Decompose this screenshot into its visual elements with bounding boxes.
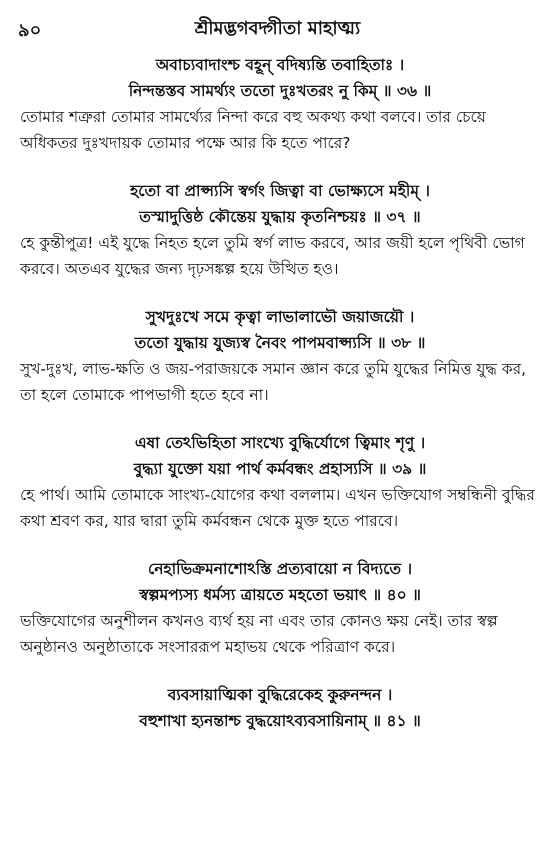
running-title: শ্রীমদ্ভগবদ্গীতা মাহাত্ম্য bbox=[194, 18, 361, 39]
verse-block bbox=[20, 52, 540, 156]
bengali-translation: হে কুন্তীপুত্র! এই যুদ্ধে নিহত হলে তুমি স্বর্গ লাভ করবে, আর জয়ী হলে পৃথিবী ভোগ করবে। অতএব যুদ্ধের জন্য দৃঢ়সঙ্কল্প হয়ে উত্থিত হও। bbox=[20, 234, 525, 278]
sanskrit-verse-line: ততো যুদ্ধায় যুজ্যস্ব নৈবং পাপমবাপ্স্যসি ॥ ৩৮ ॥ bbox=[134, 334, 426, 352]
sanskrit-verse-line: স্বল্পমপ্যস্য ধর্মস্য ত্রায়তে মহতো ভয়াৎ ॥ ৪০ ॥ bbox=[139, 586, 421, 604]
page-header bbox=[0, 12, 555, 42]
verse-block bbox=[20, 178, 540, 282]
bengali-translation: হে পার্থ। আমি তোমাকে সাংখ্য-যোগের কথা বললাম। এখন ভক্তিযোগ সম্বন্ধিনী বুদ্ধির কথা শ্রবণ কর, যার দ্বারা তুমি কর্মবন্ধন থেকে মুক্ত হতে পারবে। bbox=[20, 486, 535, 530]
sanskrit-verse-line: সুখদুঃখে সমে কৃত্বা লাভালাভৌ জয়াজয়ৌ । bbox=[145, 308, 415, 326]
verse-block bbox=[20, 682, 540, 734]
sanskrit-verse-line: বহুশাখা হ্যনন্তাশ্চ বুদ্ধয়োঽব্যবসায়িনাম্ ॥ ৪১ ॥ bbox=[139, 712, 421, 730]
page-body bbox=[20, 52, 540, 756]
sanskrit-verse-line: এষা তেঽভিহিতা সাংখ্যে বুদ্ধির্যোগে ত্বিমাং শৃণু । bbox=[134, 434, 426, 452]
sanskrit-verse-line: নেহাভিক্রমনাশোঽস্তি প্রত্যবায়ো ন বিদ্যতে । bbox=[148, 560, 412, 578]
page-number: ৯০ bbox=[18, 20, 42, 41]
sanskrit-verse-line: অবাচ্যবাদাংশ্চ বহূন্ বদিষ্যন্তি তবাহিতাঃ । bbox=[155, 56, 405, 74]
sanskrit-verse-line: হতো বা প্রাপ্স্যসি স্বর্গং জিত্বা বা ভোক্ষ্যসে মহীম্ । bbox=[130, 182, 430, 200]
verse-block bbox=[20, 556, 540, 660]
verse-block bbox=[20, 304, 540, 408]
bengali-translation: সুখ-দুঃখ, লাভ-ক্ষতি ও জয়-পরাজয়কে সমান জ্ঞান করে তুমি যুদ্ধের নিমিত্ত যুদ্ধ কর, তা হলে তোমাকে পাপভাগী হতে হবে না। bbox=[20, 360, 527, 404]
sanskrit-verse-line: তস্মাদুত্তিষ্ঠ কৌন্তেয় যুদ্ধায় কৃতনিশ্চয়ঃ ॥ ৩৭ ॥ bbox=[139, 208, 421, 226]
sanskrit-verse-line: নিন্দন্তস্তব সামর্থ্যং ততো দুঃখতরং নু কিম্ ॥ ৩৬ ॥ bbox=[128, 82, 432, 100]
sanskrit-verse-line: ব্যবসায়াত্মিকা বুদ্ধিরেকেহ কুরুনন্দন । bbox=[167, 686, 393, 704]
verse-block bbox=[20, 430, 540, 534]
bengali-translation: ভক্তিযোগের অনুশীলন কখনও ব্যর্থ হয় না এবং তার কোনও ক্ষয় নেই। তার স্বল্প অনুষ্ঠানও অনুষ্ঠাতাকে সংসাররূপ মহাভয় থেকে পরিত্রাণ করে। bbox=[20, 612, 498, 656]
sanskrit-verse-line: বুদ্ধ্যা যুক্তো যয়া পার্থ কর্মবন্ধং প্রহাস্যসি ॥ ৩৯ ॥ bbox=[133, 460, 427, 478]
bengali-translation: তোমার শত্রুরা তোমার সামর্থ্যের নিন্দা করে বহু অকথ্য কথা বলবে। তার চেয়ে অধিকতর দুঃখদায়ক তোমার পক্ষে আর কি হতে পারে? bbox=[20, 108, 486, 152]
